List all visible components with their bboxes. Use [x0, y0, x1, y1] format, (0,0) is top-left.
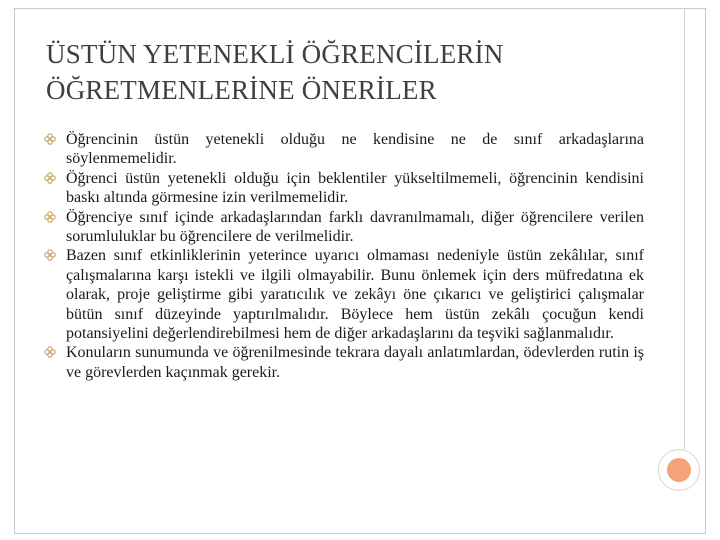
slide-title — [46, 36, 666, 108]
flower-bullet-icon — [44, 249, 56, 261]
slide-title-line-2: ÖĞRETMENLERİNE ÖNERİLER — [46, 75, 437, 105]
bullet-text: Öğrenciye sınıf içinde arkadaşlarından farklı davranılmamalı, diğer öğrencilere verilen sorumluluklar bu öğrencilere de verilmelidir. — [66, 208, 644, 246]
bullet-item — [44, 246, 644, 343]
flower-bullet-icon — [44, 172, 56, 184]
bullet-text: Konuların sunumunda ve öğrenilmesinde tekrara dayalı anlatımlardan, ödevlerden rutin iş ve görevlerden kaçınmak gerekir. — [66, 344, 644, 381]
bullet-text: Bazen sınıf etkinliklerinin yeterince uyarıcı olmaması nedeniyle üstün zekâlılar, sınıf çalışmalarına karşı istekli ve ilgili olmayabilir. Bunu önlemek için ders müfredatına ek olarak, proje geliştirme gibi yaratıcılık ve zekâyı öne çıkarıcı ve geliştirici çalışmalar bütün sınıf düzeyinde yaptırılmalıdır. Böylece hem üstün zekâlı çocuğun kendi potansiyelini değerlendirebilmesi hem de diğer arkadaşlarını da teşviki sağlanmalıdır. — [66, 247, 644, 343]
slide-title-line-1: ÜSTÜN YETENEKLİ ÖĞRENCİLERİN — [46, 39, 504, 69]
bullet-text: Öğrencinin üstün yetenekli olduğu ne kendisine ne de sınıf arkadaşlarına söylenmemelidir. — [66, 131, 644, 168]
bullet-list — [44, 130, 644, 382]
flower-bullet-icon — [44, 346, 56, 358]
decorative-accent-circle — [667, 458, 691, 482]
bullet-text: Öğrenci üstün yetenekli olduğu için beklentiler yükseltilmemeli, öğrencinin kendisini baskı altında görmesine izin verilmemelidir. — [66, 169, 644, 207]
bullet-item — [44, 343, 644, 382]
flower-bullet-icon — [44, 133, 56, 145]
bullet-item — [44, 208, 644, 247]
bullet-item — [44, 169, 644, 208]
decorative-vertical-rule — [684, 8, 685, 451]
bullet-item — [44, 130, 644, 169]
flower-bullet-icon — [44, 211, 56, 223]
